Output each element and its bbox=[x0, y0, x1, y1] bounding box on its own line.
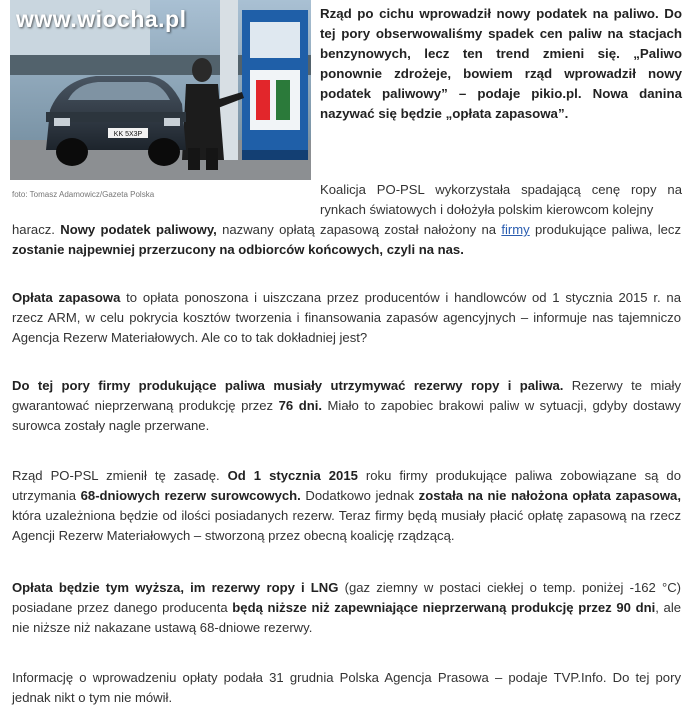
bold-span: Opłata będzie tym wyższa, im rezerwy ropy i LNG bbox=[12, 580, 339, 595]
text-span: produkujące paliwa, lecz bbox=[529, 222, 681, 237]
paragraph-1-start: Koalicja PO-PSL wykorzystała spadającą cenę ropy na rynkach światowych i dołożyła polskim kierowcom kolejny bbox=[320, 182, 682, 217]
text-span: Miało to zapobiec brakowi paliw w sytuacji, gdyby dostawy surowca zostały nagle przerwane. bbox=[12, 398, 681, 433]
text-span: haracz. bbox=[12, 222, 61, 237]
paragraph-5 bbox=[12, 578, 681, 638]
text-span: , ale nie niższe niż nakazane ustawą 68-dniowe rezerwy. bbox=[12, 600, 682, 635]
article-lead: Rząd po cichu wprowadził nowy podatek na paliwo. Do tej pory obserwowaliśmy spadek cen paliw na stacjach benzynowych, lecz ten trend zmieni się. „Paliwo ponownie zdrożeje, bowiem rząd wprowadził nowy podatek paliwowy” – podaje pikio.pl. Nowa danina nazywać się będzie „opłata zapasowa”. bbox=[320, 6, 682, 121]
bold-span: będą niższe niż zapewniające nieprzerwaną produkcję przez 90 dni bbox=[232, 600, 656, 615]
firmy-link[interactable]: firmy bbox=[501, 222, 530, 237]
bold-span: została na nie nałożona opłata zapasowa, bbox=[418, 488, 681, 503]
paragraph-2 bbox=[12, 288, 681, 348]
watermark: www.wiocha.pl bbox=[16, 6, 187, 32]
bold-span: 68-dniowych rezerw surowcowych. bbox=[80, 488, 301, 503]
photo-caption: foto: Tomasz Adamowicz/Gazeta Polska bbox=[12, 190, 155, 199]
bold-span: Nowy podatek paliwowy, bbox=[60, 222, 217, 237]
license-plate: KK 5X3P bbox=[113, 131, 143, 138]
text-span: nazwany opłatą zapasową został nałożony na bbox=[216, 222, 502, 237]
text-span: to opłata ponoszona i uiszczana przez producentów i handlowców od 1 stycznia 2015 r. na rzecz ARM, w celu pokrycia kosztów tworzenia i finansowania zapasów agencyjnych – informuje nas tajemniczo Agencja Rezerw Materiałowych. Ale co to tak dokładniej jest? bbox=[12, 290, 681, 345]
paragraph-1-continued bbox=[12, 220, 681, 260]
text-span: roku firmy produkujące paliwa zobowiązane są do utrzymania bbox=[12, 468, 681, 503]
text-span: która uzależniona będzie od ilości posiadanych rezerw. Teraz firmy będą musiały płacić opłatę zapasową na rzecz Agencji Rezerw Materiałowych – stworzoną przez obecną koalicję rządzącą. bbox=[12, 508, 681, 543]
bold-span: Do tej pory firmy produkujące paliwa musiały utrzymywać rezerwy ropy i paliwa. bbox=[12, 378, 564, 393]
paragraph-6: Informację o wprowadzeniu opłaty podała 31 grudnia Polska Agencja Prasowa – podaje TVP.Info. Do tej pory jednak nikt o tym nie mówił. bbox=[12, 670, 681, 705]
text-span: (gaz ziemny w postaci ciekłej o temp. poniżej -162 °C) posiadane przez danego producenta bbox=[12, 580, 682, 615]
paragraph-3 bbox=[12, 376, 681, 436]
text-span: Rząd PO-PSL zmienił tę zasadę. bbox=[12, 468, 228, 483]
bold-span: Od 1 stycznia 2015 bbox=[227, 468, 358, 483]
article-photo bbox=[10, 0, 311, 180]
paragraph-4 bbox=[12, 466, 681, 546]
bold-span: 76 dni. bbox=[278, 398, 322, 413]
text-span: Dodatkowo jednak bbox=[300, 488, 419, 503]
bold-span: Opłata zapasowa bbox=[12, 290, 121, 305]
bold-span: zostanie najpewniej przerzucony na odbiorców końcowych, czyli na nas. bbox=[12, 242, 464, 257]
text-span: Rezerwy te miały gwarantować nieprzerwaną produkcję przez bbox=[12, 378, 681, 413]
